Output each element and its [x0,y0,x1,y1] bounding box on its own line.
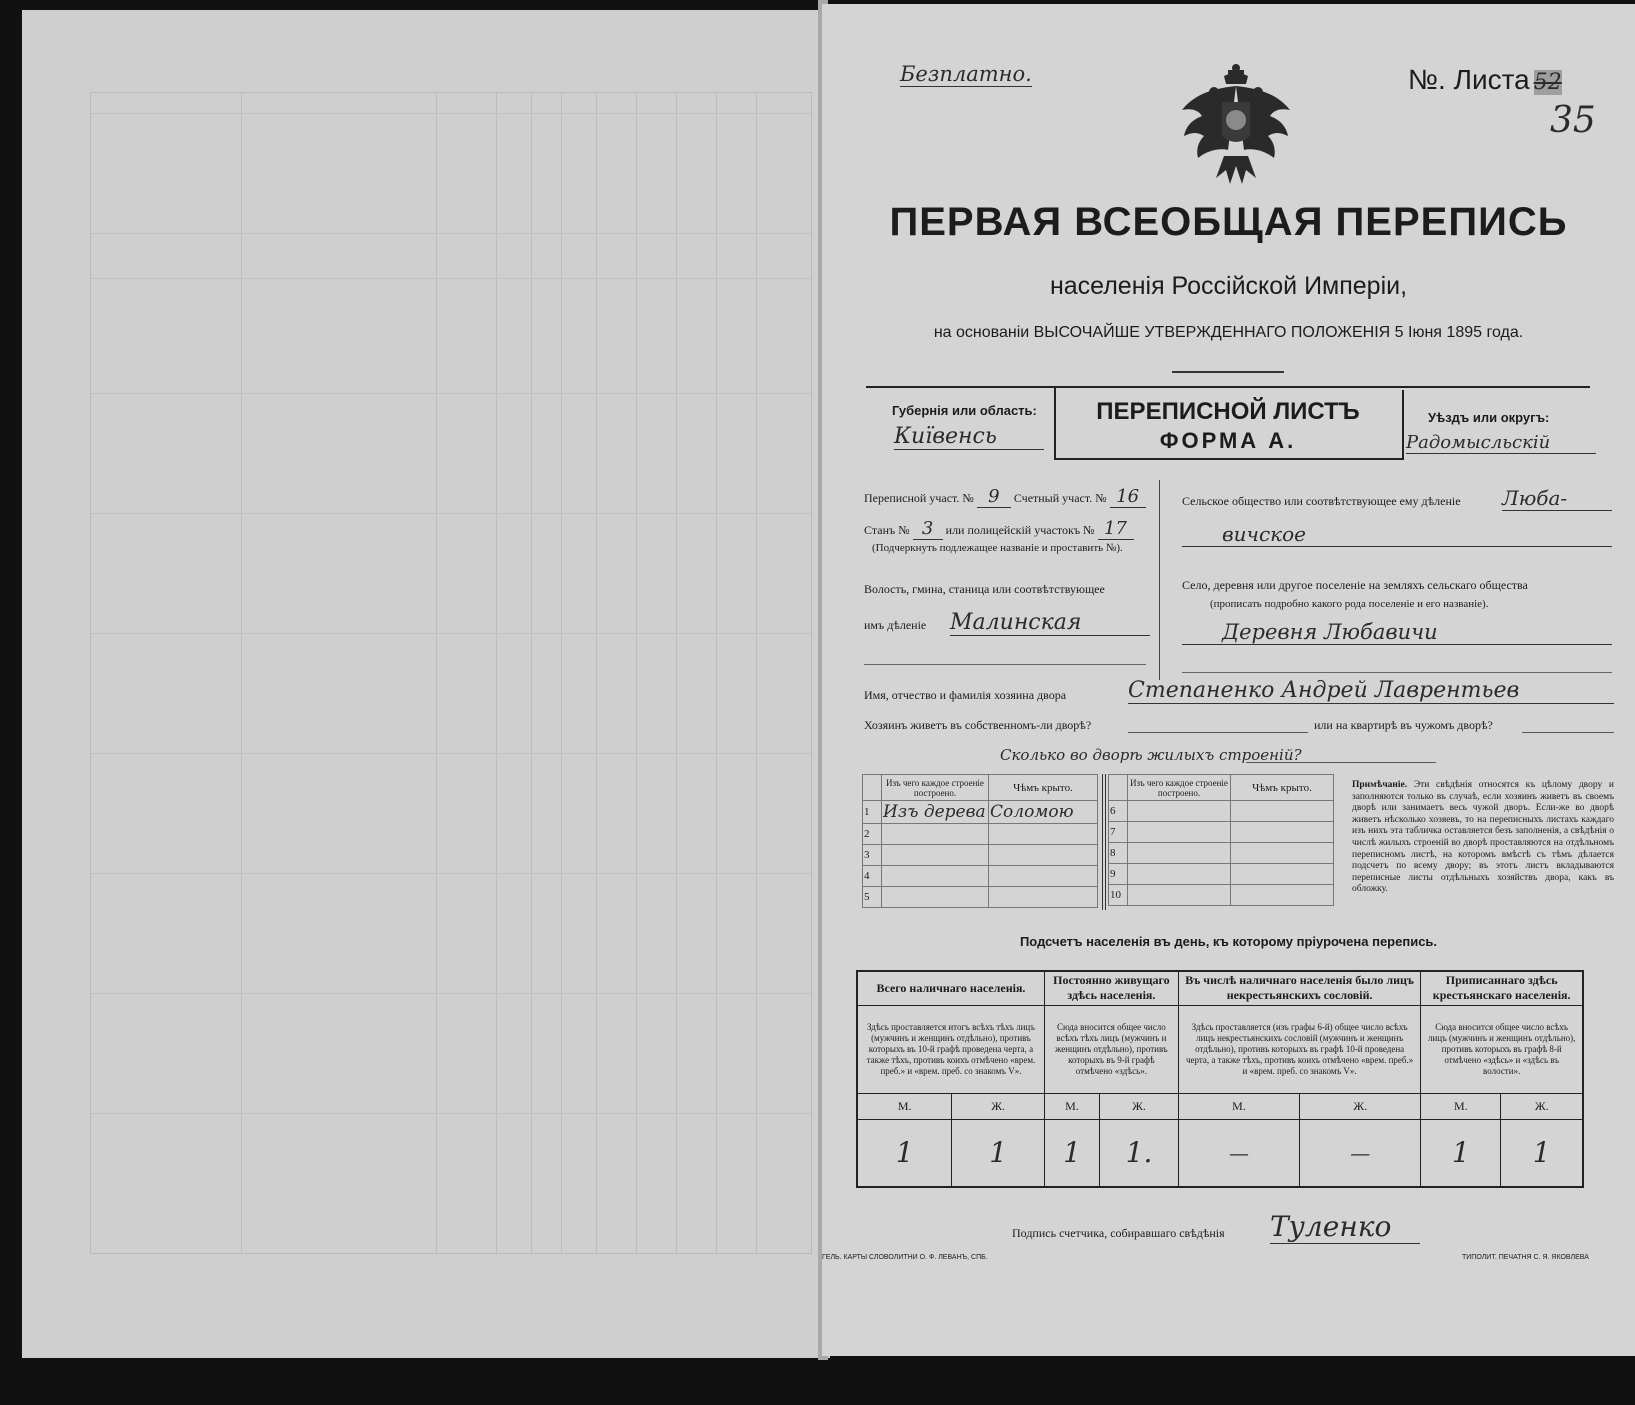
form-title: ПЕРЕПИСНОЙ ЛИСТЪ [1096,398,1360,425]
sheet-number-handwritten: 35 [1550,100,1596,141]
building-row: 10 [1109,885,1334,906]
gubernia-value: Київенсь [894,424,1044,450]
building-row: 2 [863,824,1098,845]
buildings-table-left: Изъ чего каждое строеніе построено. Чѣмъ крыто. 1 Изъ дерева Соломою 2 3 4 5 [862,774,1098,908]
perepis-uchastok-row: Переписной участ. № 9 Счетный участ. № 16 [864,486,1146,508]
uezd-label: Уѣздъ или округъ: [1428,410,1550,425]
count-group-title: Приписаннаго здѣсь крестьянскаго населенія. [1421,971,1583,1005]
volost-label-2: имъ дѣленіе [864,618,927,632]
village-value: Деревня Любавичи [1182,620,1612,645]
left-page [22,10,830,1358]
building-row: 8 [1109,843,1334,864]
count-values-row: 1 1 1 1. — — 1 1 [857,1119,1583,1187]
imperial-eagle-emblem [1178,62,1294,190]
free-label: Безплатно. [900,62,1032,86]
sheet-number: №. Листа 52 [1408,64,1562,95]
buildings-question: Сколько во дворѣ жилыхъ строеній? [1000,746,1302,764]
rent-line [1522,732,1614,733]
building-row: 1 Изъ дерева Соломою [863,801,1098,824]
census-basis: на основаніи ВЫСОЧАЙШЕ УТВЕРЖДЕННАГО ПОЛОЖЕНІЯ 5 Іюня 1895 года. [933,324,1524,341]
buildings-count-line [1246,762,1436,763]
underline-note: (Подчеркнуть подлежащее названіе и проставить №). [872,542,1123,554]
count-group-title: Всего наличнаго населенія. [857,971,1044,1005]
owner-name-row: Имя, отчество и фамилія хозяина двора [864,688,1067,702]
building-row: 4 [863,866,1098,887]
volost-label-1: Волость, гмина, станица или соотвѣтствующее [864,582,1105,596]
count-heading: Подсчетъ населенія въ день, къ которому пріурочена перепись. [1019,934,1438,949]
building-row: 5 [863,887,1098,908]
gubernia-label: Губернія или область: [892,403,1037,418]
society-value-1: Люба- [1502,486,1612,511]
stan-row: Станъ № 3 или полицейскій участокъ № 17 [864,518,1134,540]
census-subtitle: населенія Россійской Имперіи, [1049,272,1408,300]
village-note: (прописать подробно какого рода поселеніе и его названіе). [1210,598,1489,610]
own-yard-line [1128,732,1308,733]
building-row: 9 [1109,864,1334,885]
building-row: 7 [1109,822,1334,843]
buildings-table-right: Изъ чего каждое строеніе построено. Чѣмъ крыто. 6 7 8 9 10 [1108,774,1334,906]
count-group-title: Въ числѣ наличнаго населенія было лицъ некрестьянскихъ сословій. [1178,971,1420,1005]
signature-value: Туленко [1270,1210,1420,1244]
ornament-divider [1172,371,1284,373]
imprint-right: ТИПОЛИТ. ПЕЧАТНЯ С. Я. ЯКОВЛЕВА [1462,1254,1589,1261]
show-through-grid [90,92,812,1254]
census-form-page [822,4,1635,1356]
building-row: 3 [863,845,1098,866]
census-title: ПЕРВАЯ ВСЕОБЩАЯ ПЕРЕПИСЬ [889,200,1568,244]
owner-name-value: Степаненко Андрей Лаврентьев [1128,678,1614,704]
society-label: Сельское общество или соотвѣтствующее ему дѣленіе [1182,494,1461,508]
imprint-left: ГЕЛЬ. КАРТЫ СЛОВОЛИТНИ О. Ф. ЛЕВАНЪ, СПБ. [822,1254,988,1261]
rent-label: или на квартирѣ въ чужомъ дворѣ? [1314,718,1493,732]
population-count-table: Всего наличнаго населенія. Постоянно живущаго здѣсь населенія. Въ числѣ наличнаго населенія было лицъ некрестьянскихъ сословій. Приписаннаго здѣсь крестьянскаго населенія. Здѣсь проставляется итогъ всѣхъ тѣхъ лицъ (мужчинъ и женщинъ отдѣльно), противъ которыхъ въ 10-й графѣ проведена черта, а также тѣхъ, противъ коихъ отмѣчено «врем. преб.» и «врем. преб. со знакомъ V». Сюда вносится общее число всѣхъ тѣхъ лицъ (мужчинъ и женщинъ отдѣльно), противъ которыхъ въ 9-й графѣ отмѣчено «здѣсь». Здѣсь проставляется (изъ графы 6-й) общее число всѣхъ лицъ некрестьянскихъ сословій (мужчинъ и женщинъ отдѣльно), противъ которыхъ въ графѣ 10-й проведена черта, а также тѣхъ, противъ коихъ отмѣчено «врем. преб.» и «врем. преб. со знакомъ V». Сюда вносится общее число всѣхъ лицъ (мужчинъ и женщинъ отдѣльно), противъ которыхъ въ графѣ 8-й отмѣчено «здѣсь» и «здѣсь въ волости». М. Ж. М. Ж. М. Ж. М. Ж. 1 1 1 1. — — 1 1 [856,970,1584,1188]
form-letter: ФОРМА А. [1159,428,1297,453]
buildings-note: Примѣчаніе. Эти свѣдѣнія относятся къ цѣлому двору и заполняются только въ случаѣ, если хозяинъ живетъ въ своемъ дворѣ или занимаетъ весь чужой дворъ. Если-же во дворѣ живетъ нѣсколько хозяевъ, то на переписныхъ листахъ каждаго изъ нихъ эта табличка оставляется безъ заполненія, а свѣдѣнія о числѣ жилыхъ строеній во дворѣ проставляются на отдѣльномъ переписномъ листѣ, на которомъ вмѣстѣ съ тѣмъ дѣлается подсчетъ по всему двору; въ этотъ листъ вкладываются переписные листы отдѣльныхъ хозяйствъ двора, какъ въ обложку. [1352,780,1614,895]
volost-value: Малинская [950,610,1150,636]
own-yard-label: Хозяинъ живетъ въ собственномъ-ли дворѣ? [864,718,1092,732]
count-group-title: Постоянно живущаго здѣсь населенія. [1044,971,1178,1005]
village-label: Село, деревня или другое поселеніе на земляхъ сельскаго общества [1182,578,1528,592]
building-row: 6 [1109,801,1334,822]
signature-label: Подпись счетчика, собиравшаго свѣдѣнія [1012,1226,1225,1240]
uezd-value: Радомысльскій [1406,432,1596,454]
society-value-2: вичское [1182,522,1612,547]
